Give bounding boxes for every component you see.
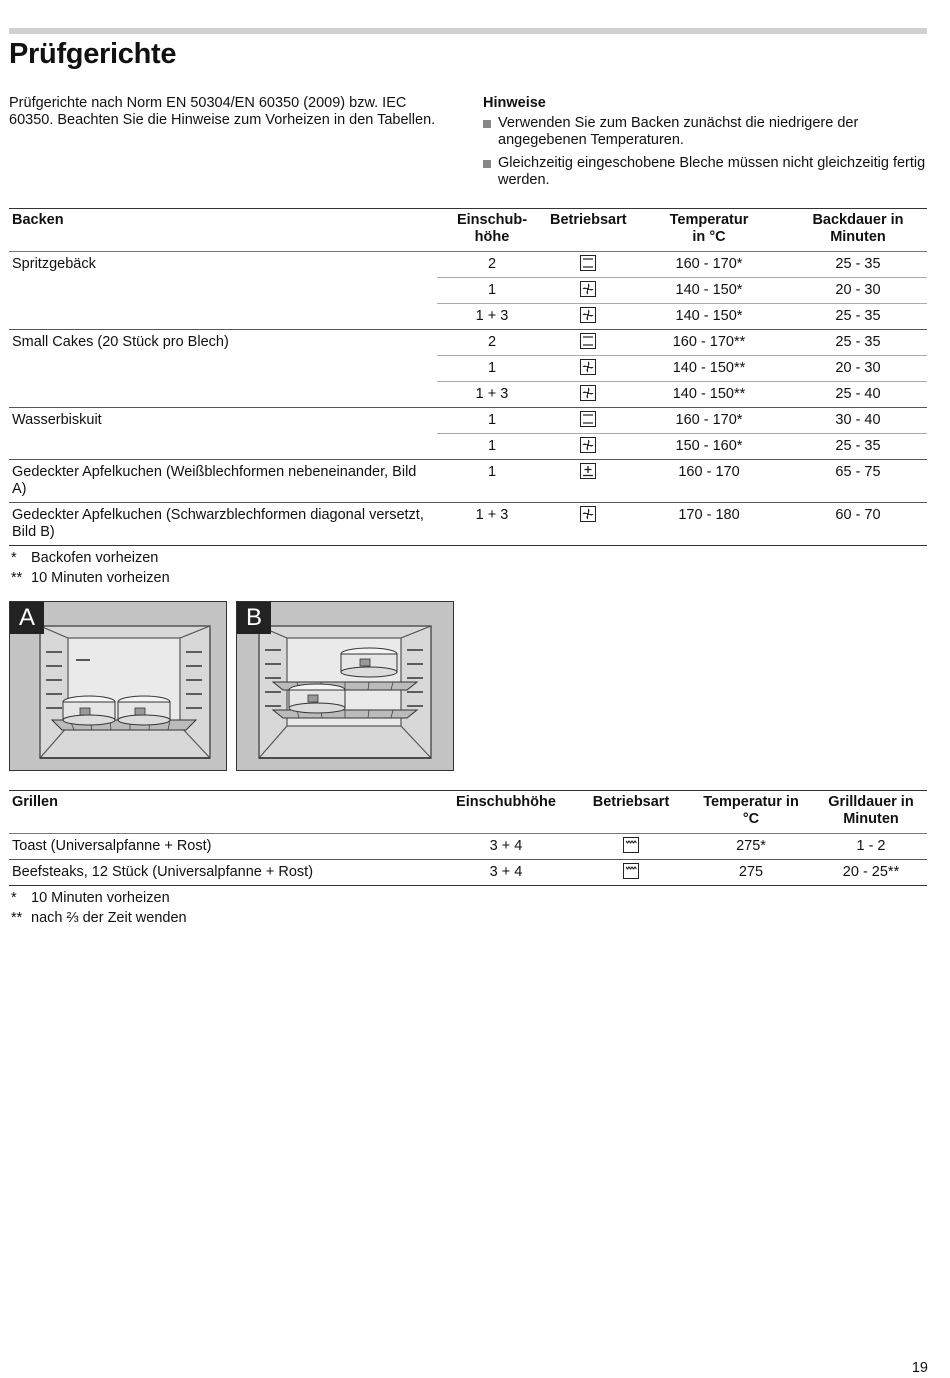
table-row <box>9 834 927 860</box>
cell-mode <box>547 356 629 382</box>
bullet-square-icon <box>483 120 491 128</box>
notes-list <box>483 115 928 189</box>
cell-temp: 150 - 160* <box>629 434 789 460</box>
cell-dish: Beefsteaks, 12 Stück (Universalpfanne + Rost) <box>9 860 437 886</box>
cell-temp: 140 - 150** <box>629 356 789 382</box>
cell-mode <box>547 503 629 546</box>
table-row <box>9 356 927 382</box>
cell-mode <box>575 860 687 886</box>
table-row <box>9 278 927 304</box>
cell-dish <box>9 278 437 304</box>
table-row <box>9 408 927 434</box>
baking-footnotes <box>11 548 170 588</box>
cell-mode <box>547 460 629 503</box>
cell-dish: Wasserbiskuit <box>12 412 102 428</box>
footnote: ** nach ⅔ der Zeit wenden <box>11 910 187 926</box>
cell-mode <box>575 834 687 860</box>
cell-time: 20 - 30 <box>789 356 927 382</box>
cell-temp: 160 - 170* <box>675 256 743 272</box>
intro-text: Prüfgerichte nach Norm EN 50304/EN 60350 (2009) bzw. IEC 60350. Beachten Sie die Hinweise zum Vorheizen in den Tabellen. <box>9 95 436 128</box>
grill-footnotes <box>11 888 187 928</box>
bullet-square-icon <box>483 160 491 168</box>
cell-time: 65 - 75 <box>835 464 881 480</box>
hot-air-icon <box>580 385 596 401</box>
top-bottom-heat-icon <box>580 255 596 271</box>
cell-time: 60 - 70 <box>789 503 927 546</box>
cell-level: 2 <box>487 334 497 350</box>
col-time-header: Grilldauer in Minuten <box>828 794 914 827</box>
table-row <box>9 330 927 356</box>
cell-dish <box>9 382 437 408</box>
cell-level: 1 <box>437 356 547 382</box>
cell-temp: 140 - 150* <box>629 278 789 304</box>
col-temp-header: Temperatur in °C <box>669 212 749 245</box>
top-bottom-heat-icon <box>580 411 596 427</box>
header-rule <box>9 28 927 34</box>
top-bottom-heat-icon <box>580 333 596 349</box>
col-time-header: Backdauer in Minuten <box>812 212 904 245</box>
cell-dish <box>9 304 437 330</box>
cell-temp: 275 <box>687 860 815 886</box>
grill-table <box>9 790 927 886</box>
notes-box <box>483 95 928 195</box>
image-label-a: A <box>10 602 44 634</box>
oven-illustration-b <box>236 601 454 771</box>
image-label-b: B <box>237 602 271 634</box>
cell-level: 2 <box>487 256 497 272</box>
cell-time: 20 - 30 <box>789 278 927 304</box>
page-number: 19 <box>911 1360 928 1376</box>
baking-table <box>9 208 927 546</box>
hot-air-icon <box>580 307 596 323</box>
baking-table-header <box>9 209 927 252</box>
cell-dish: Toast (Universalpfanne + Rost) <box>12 838 212 854</box>
cell-mode <box>547 278 629 304</box>
cell-temp: 160 - 170** <box>672 334 746 350</box>
cell-level: 1 + 3 <box>437 503 547 546</box>
col-level-header: Einschubhöhe <box>456 794 556 810</box>
cell-level: 1 + 3 <box>437 304 547 330</box>
footnote: * Backofen vorheizen <box>11 550 159 566</box>
footnote: * 10 Minuten vorheizen <box>11 890 170 906</box>
grill-table-header <box>9 791 927 834</box>
cell-time: 25 - 35 <box>789 304 927 330</box>
col-dish-header: Backen <box>12 212 64 228</box>
note-item: Gleichzeitig eingeschobene Bleche müssen nicht gleichzeitig fertig werden. <box>483 155 928 189</box>
cell-time: 25 - 35 <box>835 256 881 272</box>
cell-dish <box>9 356 437 382</box>
cell-mode <box>547 382 629 408</box>
cell-level: 1 + 3 <box>437 382 547 408</box>
cell-time: 25 - 35 <box>789 434 927 460</box>
table-row <box>9 304 927 330</box>
cell-mode <box>547 252 629 278</box>
cell-dish: Small Cakes (20 Stück pro Blech) <box>12 334 229 350</box>
table-row <box>9 503 927 546</box>
notes-heading: Hinweise <box>483 95 546 111</box>
hot-air-icon <box>580 359 596 375</box>
oven-illustration-a <box>9 601 227 771</box>
cell-dish: Gedeckter Apfelkuchen (Weißblechformen nebeneinander, Bild A) <box>12 464 417 497</box>
footnote: ** 10 Minuten vorheizen <box>11 570 170 586</box>
cell-mode <box>547 434 629 460</box>
cell-level: 1 <box>487 412 497 428</box>
cell-time: 25 - 40 <box>789 382 927 408</box>
cell-mode <box>547 304 629 330</box>
cell-mode <box>547 408 629 434</box>
cell-dish: Gedeckter Apfelkuchen (Schwarzblechformen diagonal versetzt, Bild B) <box>9 503 437 546</box>
cell-temp: 140 - 150* <box>629 304 789 330</box>
col-level-header: Einschub- höhe <box>456 212 528 245</box>
cell-temp: 160 - 170* <box>675 412 743 428</box>
cell-dish <box>9 434 437 460</box>
cell-level: 1 <box>437 434 547 460</box>
cell-time: 1 - 2 <box>856 838 886 854</box>
col-mode-header: Betriebsart <box>550 212 627 228</box>
cell-time: 30 - 40 <box>835 412 881 428</box>
cell-temp: 160 - 170 <box>678 464 740 480</box>
cell-time: 25 - 35 <box>835 334 881 350</box>
cell-level: 1 <box>487 464 497 480</box>
cell-temp: 170 - 180 <box>629 503 789 546</box>
note-item: Verwenden Sie zum Backen zunächst die niedrigere der angegebenen Temperaturen. <box>483 115 928 149</box>
col-dish-header: Grillen <box>12 794 58 810</box>
page-title: Prüfgerichte <box>9 38 177 70</box>
hot-air-icon <box>580 437 596 453</box>
col-mode-header: Betriebsart <box>592 794 670 810</box>
cell-mode <box>547 330 629 356</box>
grill-large-icon <box>623 837 639 853</box>
table-row <box>9 860 927 886</box>
table-row <box>9 434 927 460</box>
cell-level: 1 <box>437 278 547 304</box>
col-temp-header: Temperatur in °C <box>703 794 799 827</box>
cell-temp: 275* <box>736 838 766 854</box>
table-row <box>9 382 927 408</box>
grill-large-icon <box>623 863 639 879</box>
hot-air-icon <box>580 506 596 522</box>
cell-temp: 140 - 150** <box>629 382 789 408</box>
cell-time: 20 - 25** <box>815 860 927 886</box>
cell-level: 3 + 4 <box>489 838 523 854</box>
table-row <box>9 460 927 503</box>
table-row <box>9 252 927 278</box>
hot-air-icon <box>580 281 596 297</box>
cell-dish: Spritzgebäck <box>12 256 96 272</box>
hot-air-bottom-heat-icon <box>580 463 596 479</box>
cell-level: 3 + 4 <box>437 860 575 886</box>
